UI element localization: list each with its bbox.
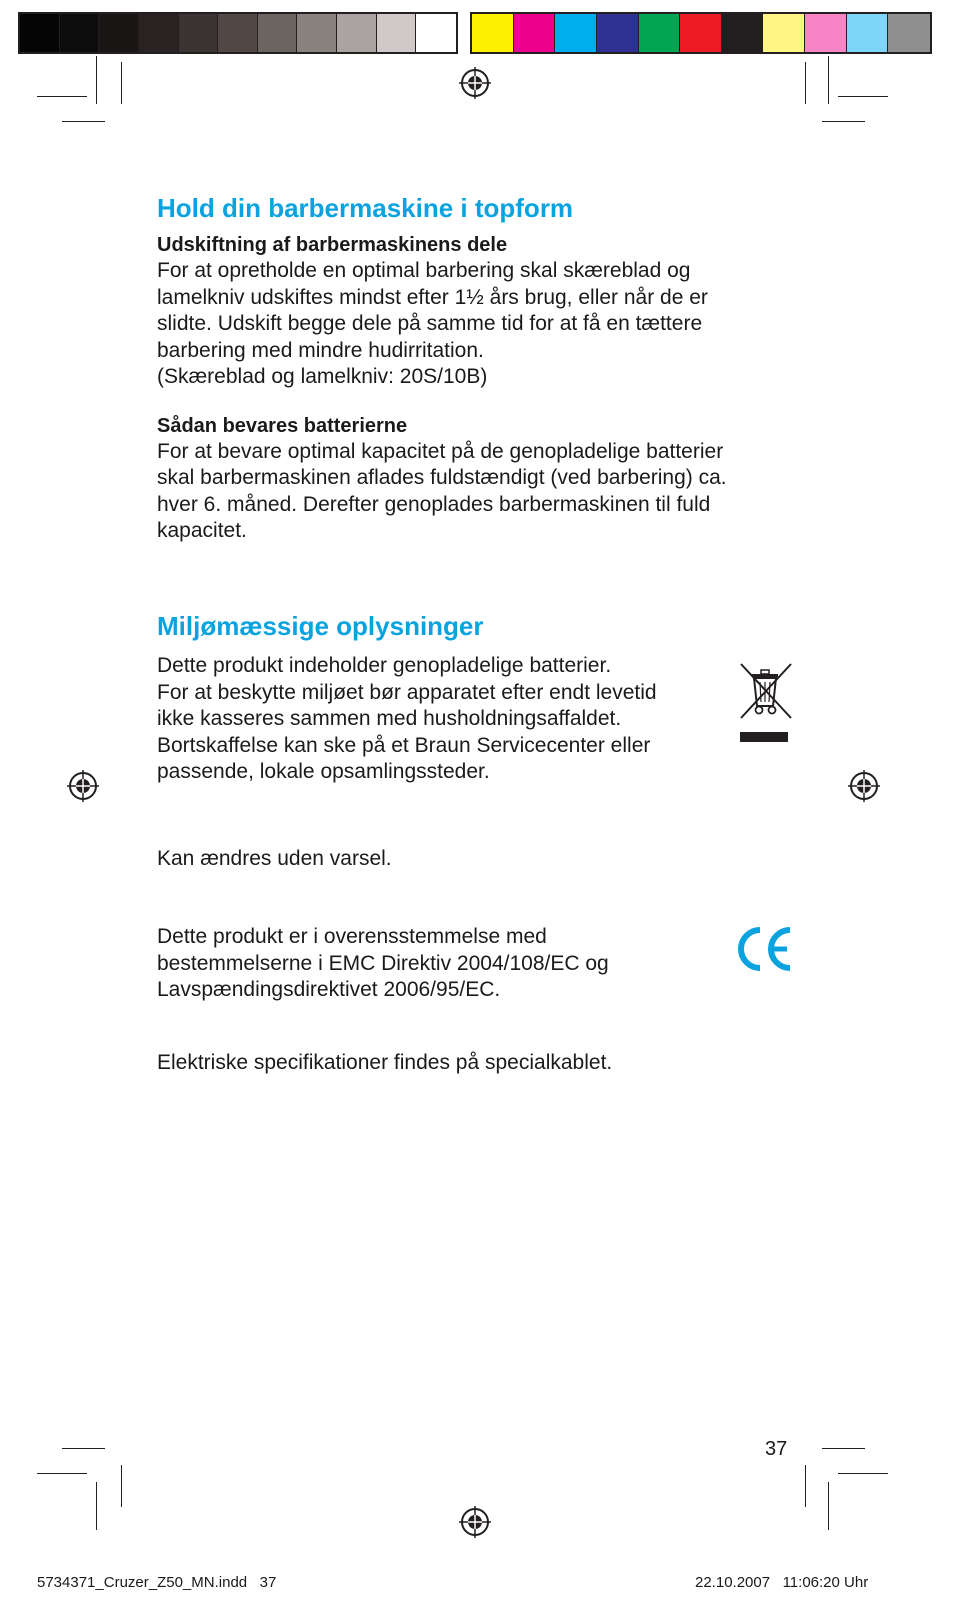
crop-mark	[838, 1473, 888, 1474]
section-title-environment: Miljømæssige oplysninger	[157, 611, 484, 641]
paragraph-line: Dette produkt er i overensstemmelse med	[157, 925, 547, 948]
color-swatch	[179, 14, 219, 52]
paragraph-line: For at opretholde en optimal barbering skal skæreblad og	[157, 259, 691, 282]
registration-mark-icon	[459, 1506, 491, 1538]
grayscale-color-bar	[18, 12, 458, 54]
paragraph-line: Bortskaffelse kan ske på et Braun Servicecenter eller	[157, 733, 651, 757]
electrical-spec-note: Elektriske specifikationer findes på specialkablet.	[157, 1051, 613, 1074]
paragraph-line: hver 6. måned. Derefter genoplades barbermaskinen til fuld	[157, 492, 711, 516]
paragraph-line: ikke kasseres sammen med husholdningsaffaldet.	[157, 707, 622, 730]
color-swatch	[472, 14, 514, 52]
registration-mark-icon	[459, 67, 491, 99]
crop-mark	[822, 121, 865, 122]
paragraph-line: kapacitet.	[157, 519, 247, 542]
color-swatch	[297, 14, 337, 52]
color-swatch	[337, 14, 377, 52]
paragraph-line: skal barbermaskinen aflades fuldstændigt (ved barbering) ca.	[157, 466, 727, 489]
crop-mark	[805, 62, 806, 104]
footer-timestamp: 22.10.2007 11:06:20 Uhr	[695, 1574, 869, 1591]
crop-mark	[805, 1465, 806, 1507]
color-swatch	[258, 14, 298, 52]
color-swatch	[805, 14, 847, 52]
color-swatch	[99, 14, 139, 52]
conformity-statement	[157, 924, 609, 1004]
paragraph-line: Lavspændingsdirektivet 2006/95/EC.	[157, 978, 501, 1001]
paragraph-line: (Skæreblad og lamelkniv: 20S/10B)	[157, 365, 488, 388]
crop-mark	[62, 121, 105, 122]
color-swatch	[639, 14, 681, 52]
color-swatch	[416, 14, 456, 52]
crop-mark	[121, 62, 122, 104]
footer-filename: 5734371_Cruzer_Z50_MN.indd 37	[37, 1574, 277, 1591]
color-swatch	[722, 14, 764, 52]
crop-mark	[62, 1448, 105, 1449]
paragraph-line: For at beskytte miljøet bør apparatet efter endt levetid	[157, 680, 657, 704]
color-swatch	[60, 14, 100, 52]
section-environment	[157, 610, 797, 786]
color-swatch	[763, 14, 805, 52]
paragraph-line: passende, lokale opsamlingssteder.	[157, 760, 490, 783]
color-swatch	[20, 14, 60, 52]
color-swatch	[377, 14, 417, 52]
crop-mark	[822, 1448, 865, 1449]
crop-mark	[838, 96, 888, 97]
section-title-maintenance: Hold din barbermaskine i topform	[157, 193, 574, 223]
color-swatch	[514, 14, 556, 52]
paragraph-line: lamelkniv udskiftes mindst efter 1½ års brug, eller når de er	[157, 285, 708, 309]
paragraph-line: slidte. Udskift begge dele på samme tid for at få en tættere	[157, 312, 703, 335]
color-swatch	[888, 14, 930, 52]
crop-mark	[37, 1473, 87, 1474]
crop-mark	[828, 1482, 829, 1530]
paragraph-line: Dette produkt indeholder genopladelige batterier.	[157, 654, 612, 677]
crop-mark	[121, 1465, 122, 1507]
crop-mark	[828, 56, 829, 104]
color-swatch	[555, 14, 597, 52]
paragraph-line: barbering med mindre hudirritation.	[157, 338, 484, 362]
registration-mark-icon	[848, 770, 880, 802]
crossed-out-wheelie-bin-icon	[737, 660, 795, 744]
registration-mark-icon	[67, 770, 99, 802]
color-swatch	[139, 14, 179, 52]
page-number: 37	[765, 1438, 788, 1460]
color-swatch	[847, 14, 889, 52]
subheading-parts-replacement: Udskiftning af barbermaskinens dele	[157, 234, 508, 256]
color-swatch	[218, 14, 258, 52]
section-maintenance	[157, 192, 797, 545]
ce-mark-icon	[733, 926, 793, 972]
color-swatch	[597, 14, 639, 52]
crop-mark	[37, 96, 87, 97]
color-swatch	[680, 14, 722, 52]
paragraph-line: For at bevare optimal kapacitet på de genopladelige batterier	[157, 439, 724, 463]
subheading-battery-care: Sådan bevares batterierne	[157, 414, 408, 437]
change-notice: Kan ændres uden varsel.	[157, 847, 392, 870]
crop-mark	[96, 56, 97, 104]
process-color-bar	[470, 12, 932, 54]
paragraph-line: bestemmelserne i EMC Direktiv 2004/108/EC og	[157, 951, 609, 975]
crop-mark	[96, 1482, 97, 1530]
